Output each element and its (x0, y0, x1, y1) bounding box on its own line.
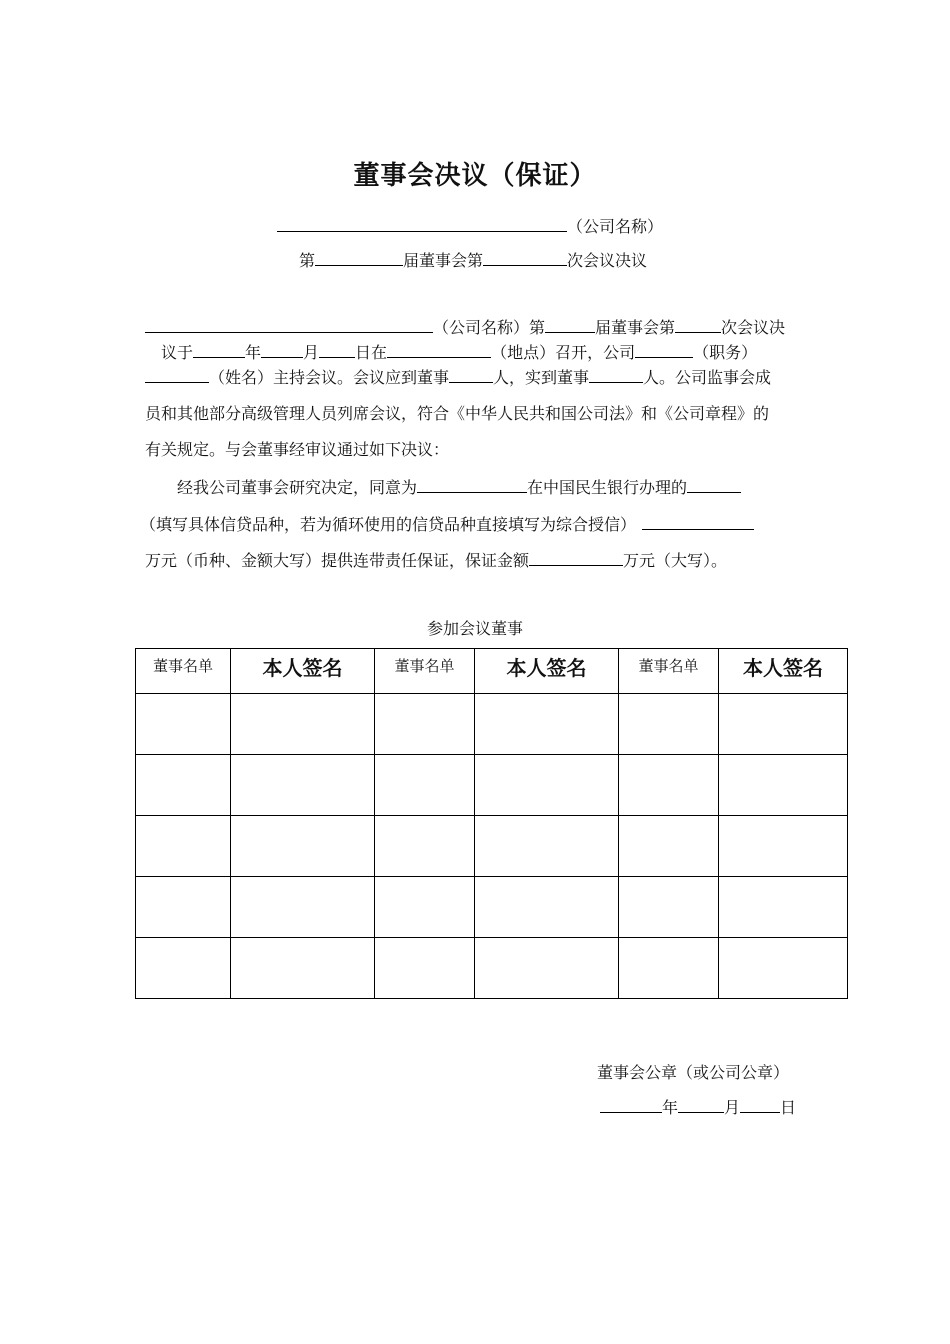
company-name-label: （公司名称） (567, 217, 664, 236)
body-line-1 (145, 317, 785, 338)
table-caption: 参加会议董事 (426, 619, 523, 638)
body-text: 人，实到董事 (493, 368, 590, 387)
body-text: （姓名）主持会议。会议应到董事 (209, 368, 450, 387)
signature-table (135, 648, 848, 999)
signature-cell[interactable] (475, 694, 619, 755)
table-row (136, 755, 848, 816)
credit-type-blank[interactable] (687, 477, 741, 493)
body-line-5: 有关规定。与会董事经审议通过如下决议： (145, 440, 450, 459)
table-header-row (136, 649, 848, 694)
signature-cell[interactable] (231, 755, 375, 816)
signature-cell[interactable] (719, 755, 848, 816)
resolution-line-2 (140, 514, 754, 535)
footer-text: 月 (724, 1098, 741, 1117)
directors-present-blank[interactable] (589, 367, 643, 383)
header-director-list: 董事名单 (136, 649, 231, 694)
footer-date (600, 1097, 796, 1118)
director-name-cell[interactable] (136, 877, 231, 938)
body-line-4: 员和其他部分高级管理人员列席会议，符合《中华人民共和国公司法》和《公司章程》的 (145, 404, 770, 423)
header-signature: 本人签名 (231, 649, 375, 694)
body-text: （职务） (693, 343, 758, 362)
footer-text: 日 (780, 1098, 797, 1117)
chair-name-blank[interactable] (145, 367, 209, 383)
director-name-cell[interactable] (375, 938, 475, 999)
year-blank[interactable] (193, 342, 245, 358)
body-company-blank[interactable] (145, 317, 433, 333)
footer-text: 年 (662, 1098, 679, 1117)
header-company-line (277, 216, 663, 237)
director-name-cell[interactable] (136, 694, 231, 755)
director-name-cell[interactable] (619, 755, 719, 816)
body-text: 月 (303, 343, 320, 362)
signature-cell[interactable] (719, 694, 848, 755)
month-blank[interactable] (261, 342, 303, 358)
body-term-blank[interactable] (545, 317, 595, 333)
signature-cell[interactable] (475, 755, 619, 816)
resolution-line-1 (177, 477, 741, 498)
signature-cell[interactable] (475, 816, 619, 877)
body-text: 人。公司监事会成 (643, 368, 772, 387)
body-line-3 (145, 367, 771, 388)
table-row (136, 694, 848, 755)
signature-cell[interactable] (719, 816, 848, 877)
body-text: 次会议决 (721, 318, 786, 337)
session-suffix: 次会议决议 (567, 251, 648, 270)
meeting-number-blank[interactable] (483, 250, 567, 266)
signature-cell[interactable] (231, 694, 375, 755)
signature-cell[interactable] (719, 938, 848, 999)
table-row (136, 877, 848, 938)
director-name-cell[interactable] (619, 877, 719, 938)
footer-year-blank[interactable] (600, 1097, 662, 1113)
body-text: 万元（大写）。 (623, 551, 728, 570)
body-meeting-blank[interactable] (675, 317, 721, 333)
footer-day-blank[interactable] (740, 1097, 780, 1113)
body-line-2 (161, 342, 757, 363)
director-name-cell[interactable] (375, 877, 475, 938)
director-name-cell[interactable] (136, 816, 231, 877)
signature-cell[interactable] (475, 938, 619, 999)
director-name-cell[interactable] (619, 694, 719, 755)
director-name-cell[interactable] (375, 694, 475, 755)
body-text: 日在 (355, 343, 388, 362)
page-title: 董事会决议（保证） (353, 161, 597, 191)
company-name-blank[interactable] (277, 216, 567, 232)
position-blank[interactable] (635, 342, 693, 358)
session-prefix: 第 (299, 251, 316, 270)
body-text: 年 (245, 343, 262, 362)
place-blank[interactable] (387, 342, 491, 358)
director-name-cell[interactable] (619, 938, 719, 999)
body-text: 届董事会第 (595, 318, 676, 337)
session-mid: 届董事会第 (403, 251, 484, 270)
header-director-list: 董事名单 (375, 649, 475, 694)
day-blank[interactable] (319, 342, 355, 358)
director-name-cell[interactable] (136, 755, 231, 816)
credit-amount-blank[interactable] (642, 514, 754, 530)
director-name-cell[interactable] (375, 755, 475, 816)
signature-cell[interactable] (231, 816, 375, 877)
header-session-line (299, 250, 647, 271)
table-row (136, 938, 848, 999)
signature-cell[interactable] (231, 877, 375, 938)
director-name-cell[interactable] (136, 938, 231, 999)
director-name-cell[interactable] (619, 816, 719, 877)
guarantee-amount-blank[interactable] (529, 550, 623, 566)
signature-cell[interactable] (475, 877, 619, 938)
table-row (136, 816, 848, 877)
body-text: 在中国民生银行办理的 (527, 478, 688, 497)
signature-cell[interactable] (231, 938, 375, 999)
body-text: （地点）召开，公司 (491, 343, 636, 362)
body-text: 万元（币种、金额大写）提供连带责任保证，保证金额 (145, 551, 530, 570)
directors-expected-blank[interactable] (449, 367, 493, 383)
header-signature: 本人签名 (719, 649, 848, 694)
director-name-cell[interactable] (375, 816, 475, 877)
seal-label: 董事会公章（或公司公章） (597, 1063, 790, 1082)
term-blank[interactable] (315, 250, 403, 266)
signature-cell[interactable] (719, 877, 848, 938)
body-text: 经我公司董事会研究决定，同意为 (177, 478, 418, 497)
header-director-list: 董事名单 (619, 649, 719, 694)
footer-month-blank[interactable] (678, 1097, 724, 1113)
guaranteed-party-blank[interactable] (417, 477, 527, 493)
body-text: 议于 (161, 343, 194, 362)
body-text: （公司名称）第 (433, 318, 546, 337)
body-text: （填写具体信贷品种，若为循环使用的信贷品种直接填写为综合授信） (140, 515, 637, 534)
header-signature: 本人签名 (475, 649, 619, 694)
resolution-line-3 (145, 550, 727, 571)
